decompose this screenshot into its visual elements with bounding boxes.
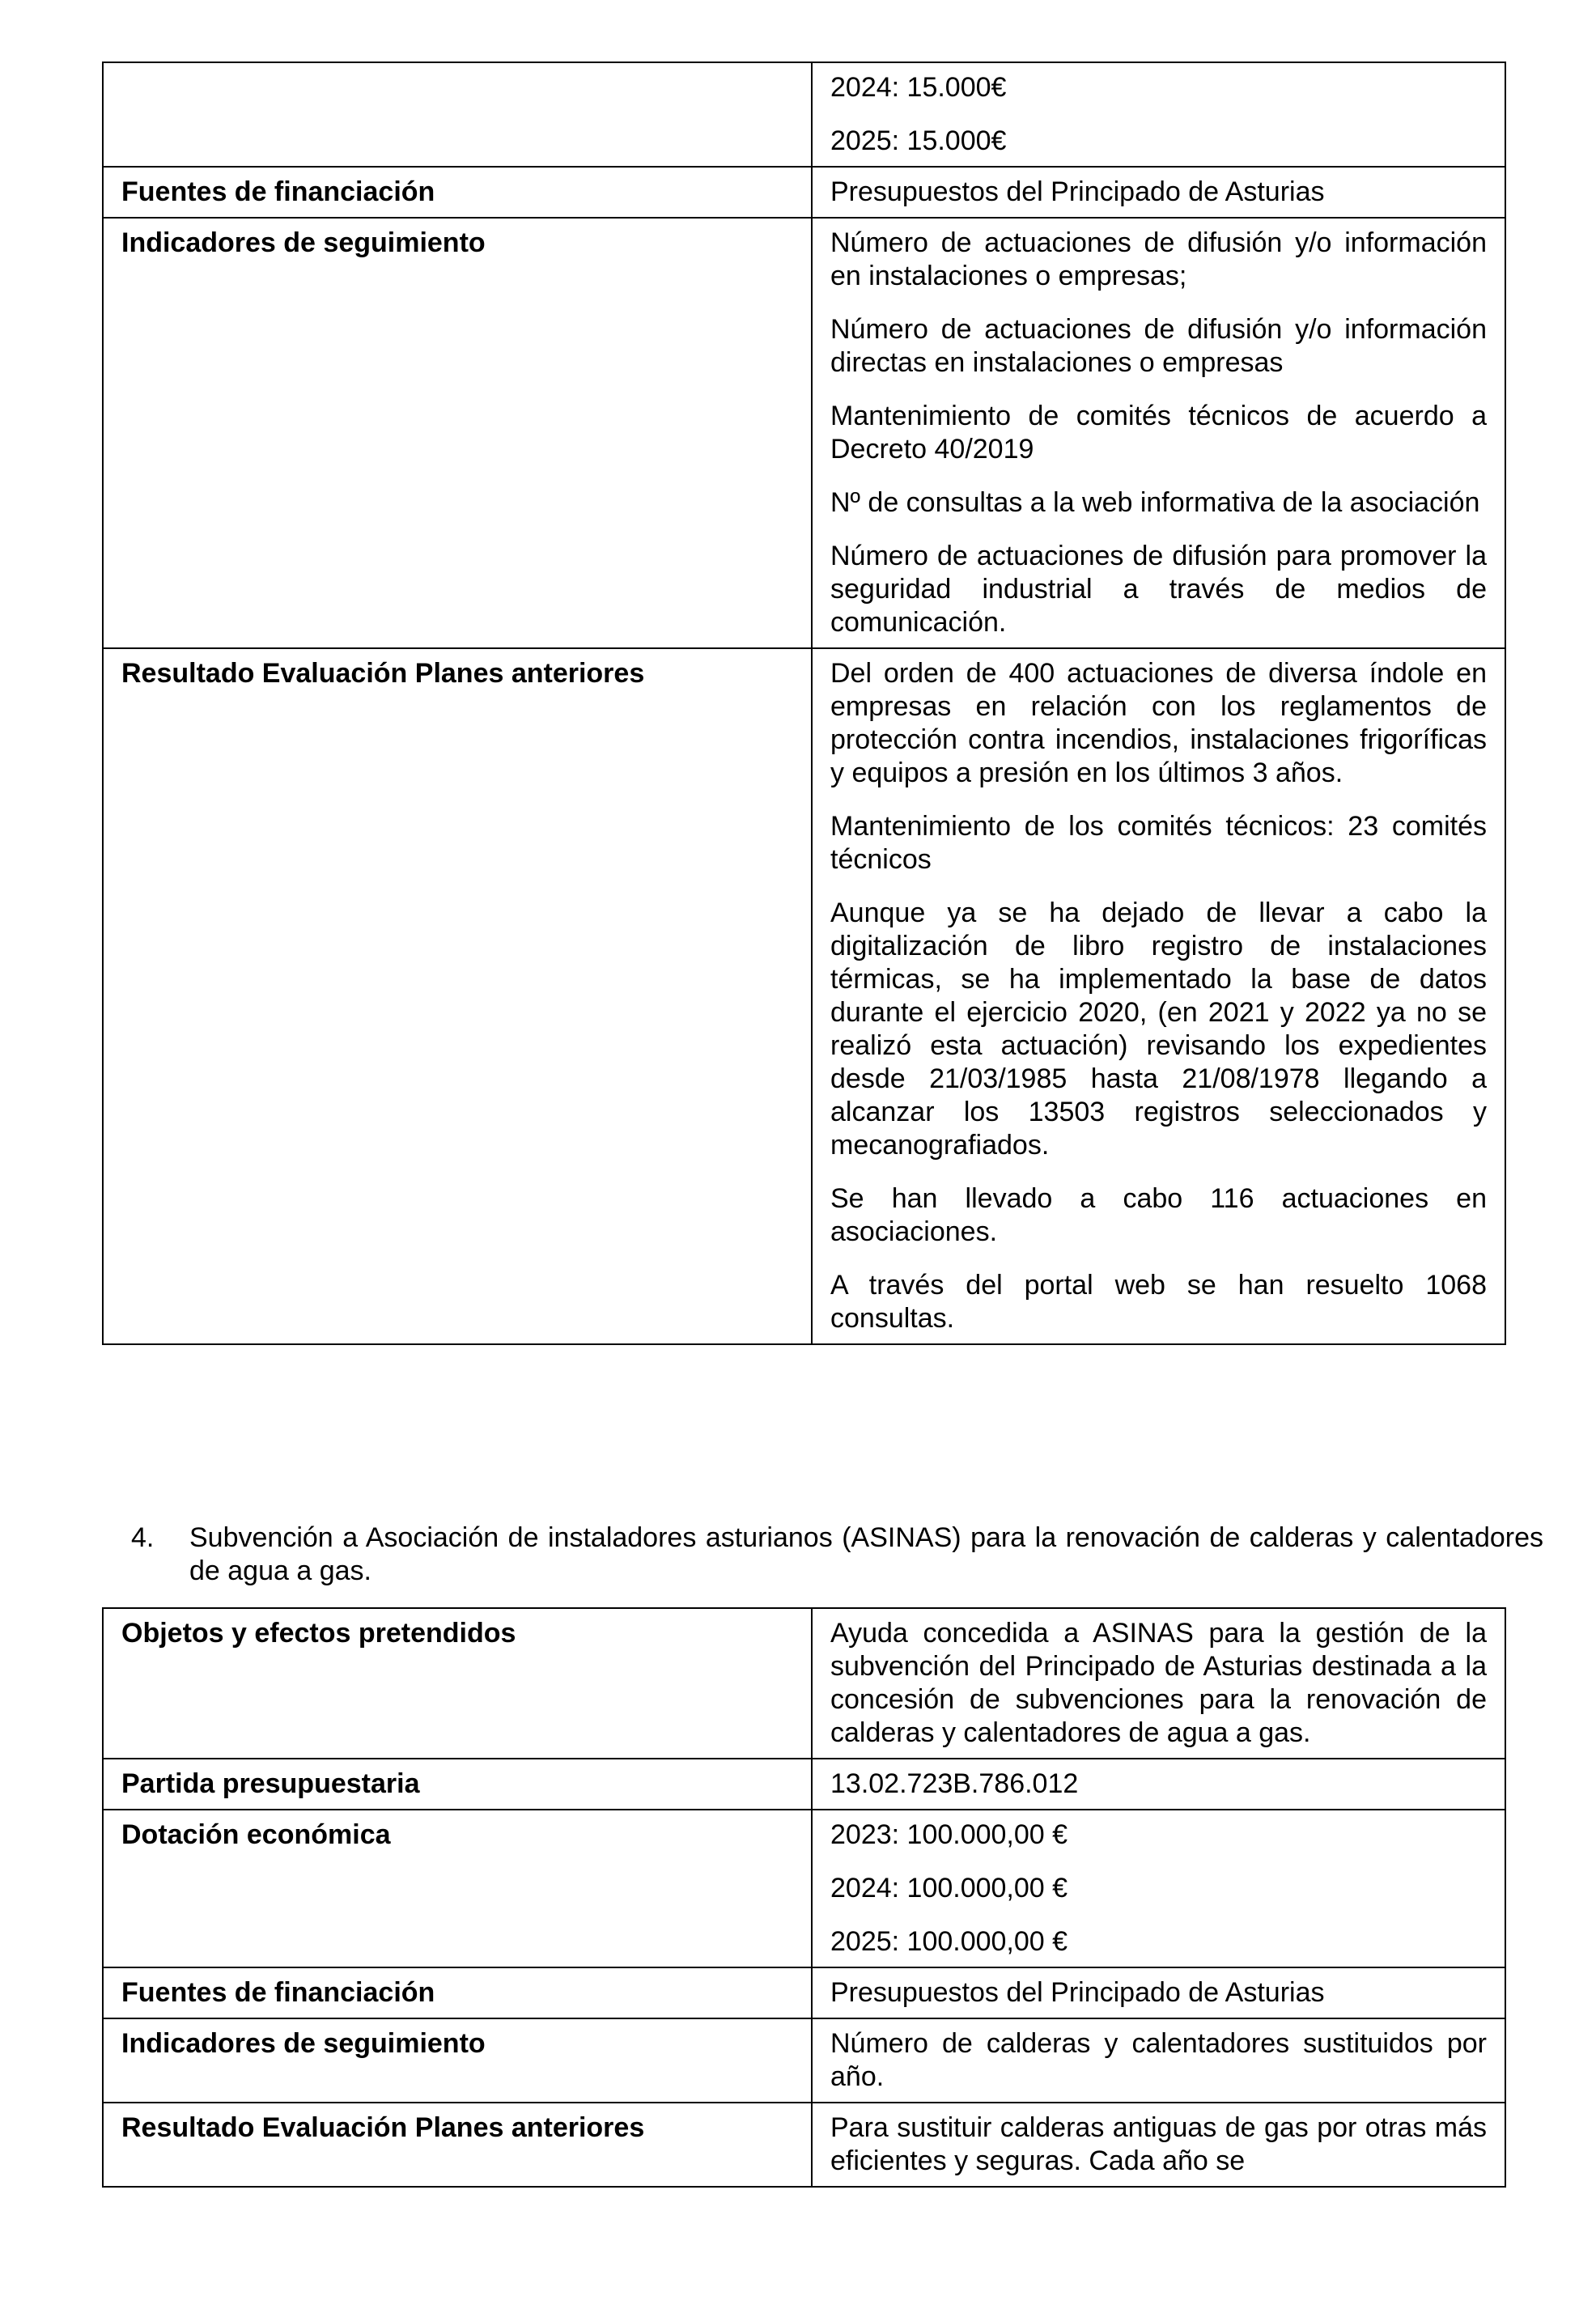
value-paragraph: Presupuestos del Principado de Asturias bbox=[830, 1977, 1325, 2008]
plan-table-continued bbox=[102, 62, 1506, 1345]
table-row bbox=[103, 1759, 1505, 1810]
row-value bbox=[812, 62, 1505, 167]
row-value bbox=[812, 1810, 1505, 1967]
table-row bbox=[103, 1608, 1505, 1759]
value-paragraph: Aunque ya se ha dejado de llevar a cabo la digitalización de libro registro de instalaciones térmicas, se ha implementado la base de datos durante el ejercicio 2020, (en 2021 y 2022 ya no se realizó esta actuación) revisando los expedientes desde 21/03/1985 hasta 21/08/1978 llegando a alcanzar los 13503 registros seleccionados y mecanografiados. bbox=[830, 898, 1487, 1161]
table-row bbox=[103, 648, 1505, 1344]
value-paragraph: Mantenimiento de comités técnicos de acuerdo a Decreto 40/2019 bbox=[830, 401, 1487, 465]
row-label: Objetos y efectos pretendidos bbox=[103, 1608, 812, 1759]
table-row bbox=[103, 62, 1505, 167]
row-label: Fuentes de financiación bbox=[103, 167, 812, 218]
value-paragraph: 2023: 100.000,00 € bbox=[830, 1819, 1068, 1850]
value-paragraph: 2024: 100.000,00 € bbox=[830, 1873, 1068, 1903]
table-row bbox=[103, 1967, 1505, 2018]
table-row bbox=[103, 2018, 1505, 2103]
row-label: Indicadores de seguimiento bbox=[103, 2018, 812, 2103]
value-paragraph: 13.02.723B.786.012 bbox=[830, 1768, 1079, 1799]
list-number: 4. bbox=[131, 1522, 155, 1553]
value-paragraph: Del orden de 400 actuaciones de diversa índole en empresas en relación con los reglamentos de protección contra incendios, instalaciones frigoríficas y equipos a presión en los últimos 3 años. bbox=[830, 658, 1487, 788]
value-paragraph: Se han llevado a cabo 116 actuaciones en asociaciones. bbox=[830, 1183, 1487, 1247]
table-row bbox=[103, 2103, 1505, 2187]
table-row bbox=[103, 1810, 1505, 1967]
row-value bbox=[812, 2018, 1505, 2103]
table-row bbox=[103, 218, 1505, 648]
row-value bbox=[812, 648, 1505, 1344]
section-heading-text: Subvención a Asociación de instaladores asturianos (ASINAS) para la renovación de calderas y calentadores de agua a gas. bbox=[189, 1522, 1543, 1586]
value-paragraph: 2025: 15.000€ bbox=[830, 125, 1007, 156]
value-paragraph: Ayuda concedida a ASINAS para la gestión de la subvención del Principado de Asturias destinada a la concesión de subvenciones para la renovación de calderas y calentadores de agua a gas. bbox=[830, 1618, 1487, 1748]
value-paragraph: 2024: 15.000€ bbox=[830, 72, 1007, 103]
value-paragraph: A través del portal web se han resuelto 1068 consultas. bbox=[830, 1270, 1487, 1334]
value-paragraph: Número de actuaciones de difusión y/o información directas en instalaciones o empresas bbox=[830, 314, 1487, 378]
row-value bbox=[812, 1967, 1505, 2018]
table-row bbox=[103, 167, 1505, 218]
section-heading-4 bbox=[131, 1521, 1543, 1588]
value-paragraph: Número de actuaciones de difusión y/o información en instalaciones o empresas; bbox=[830, 227, 1487, 291]
row-label: Dotación económica bbox=[103, 1810, 812, 1967]
value-paragraph: Número de calderas y calentadores sustituidos por año. bbox=[830, 2028, 1487, 2092]
row-value bbox=[812, 167, 1505, 218]
row-value bbox=[812, 218, 1505, 648]
value-paragraph: Para sustituir calderas antiguas de gas por otras más eficientes y seguras. Cada año se bbox=[830, 2112, 1487, 2176]
row-label: Fuentes de financiación bbox=[103, 1967, 812, 2018]
row-value bbox=[812, 1759, 1505, 1810]
row-value bbox=[812, 2103, 1505, 2187]
row-label: Resultado Evaluación Planes anteriores bbox=[103, 648, 812, 1344]
value-paragraph: 2025: 100.000,00 € bbox=[830, 1926, 1068, 1957]
row-label: Indicadores de seguimiento bbox=[103, 218, 812, 648]
row-label: Partida presupuestaria bbox=[103, 1759, 812, 1810]
value-paragraph: Presupuestos del Principado de Asturias bbox=[830, 176, 1325, 207]
value-paragraph: Número de actuaciones de difusión para promover la seguridad industrial a través de medios de comunicación. bbox=[830, 541, 1487, 638]
row-value bbox=[812, 1608, 1505, 1759]
row-label: Resultado Evaluación Planes anteriores bbox=[103, 2103, 812, 2187]
asinas-subsidy-table bbox=[102, 1607, 1506, 2188]
row-label bbox=[103, 62, 812, 167]
value-paragraph: Mantenimiento de los comités técnicos: 23 comités técnicos bbox=[830, 811, 1487, 875]
value-paragraph: Nº de consultas a la web informativa de la asociación bbox=[830, 487, 1480, 518]
